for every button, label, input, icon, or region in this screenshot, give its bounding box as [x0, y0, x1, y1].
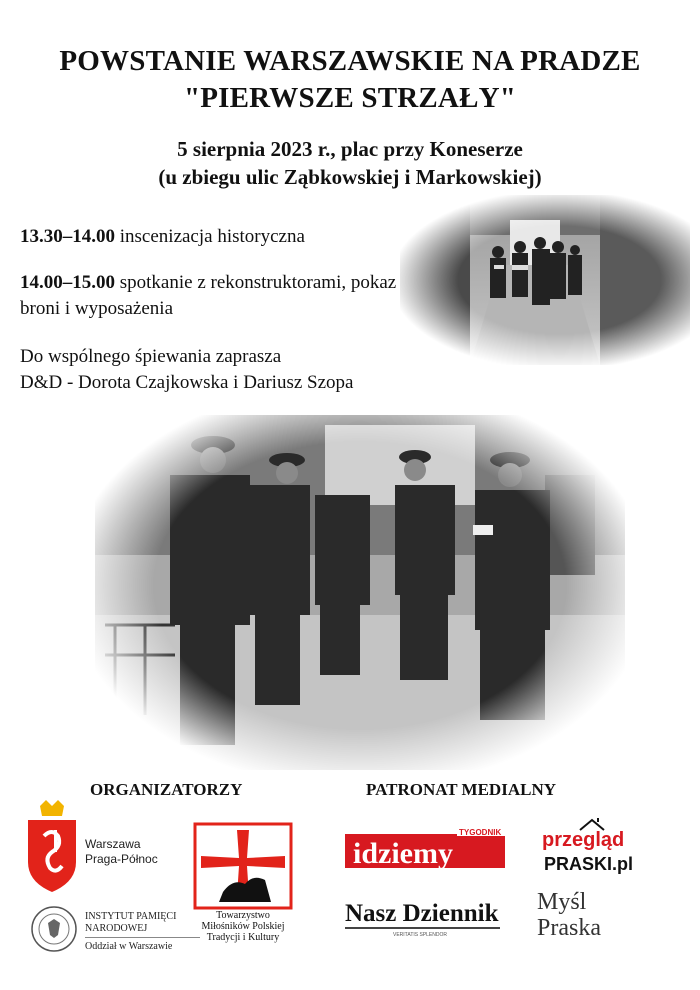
singing-line-1: Do wspólnego śpiewania zaprasza	[20, 346, 282, 367]
praska-wordmark: Praska	[537, 915, 601, 941]
praski-pl-wordmark: PRASKI.pl	[544, 854, 634, 874]
singing-line-2: D&D - Dorota Czajkowska i Dariusz Szopa	[20, 372, 354, 393]
ipn-name-line-2: NARODOWEJ	[85, 923, 148, 934]
warsaw-coat-of-arms-icon	[22, 800, 82, 895]
nasz-dziennik-wordmark: Nasz Dziennik	[345, 900, 499, 927]
idziemy-wordmark: idziemy	[353, 837, 453, 870]
mysl-praska-logo	[535, 885, 645, 945]
program-time-2: 14.00–15.00	[20, 272, 115, 293]
organizers-heading: ORGANIZATORZY	[90, 780, 243, 799]
event-date-place: 5 sierpnia 2023 r., plac przy Koneserze	[177, 137, 523, 161]
singing-invitation	[20, 344, 420, 396]
program-item-1	[20, 224, 305, 250]
przeglad-praski-logo	[540, 818, 660, 878]
media-patronage-heading: PATRONAT MEDIALNY	[366, 780, 556, 799]
program-time-1: 13.30–14.00	[20, 226, 115, 247]
program-text-2: spotkanie z rekonstruktorami, pokaz broni i wyposażenia	[20, 272, 397, 319]
nasz-dziennik-logo	[345, 893, 505, 937]
warszawa-label: Warszawa	[85, 837, 141, 851]
idziemy-tygodnik-label: TYGODNIK	[459, 828, 502, 837]
ipn-seal-icon	[30, 905, 78, 953]
photo-reenactors-scene	[95, 415, 625, 770]
program-item-2	[20, 270, 420, 322]
praga-polnoc-label: Praga-Północ	[85, 852, 158, 866]
ipn-divider	[85, 937, 200, 938]
event-address: (u zbiegu ulic Ząbkowskiej i Markowskiej)	[158, 165, 542, 189]
templar-cross-icon	[193, 822, 293, 910]
ipn-logo	[30, 905, 210, 960]
warszawa-praga-polnoc-logo	[22, 800, 192, 895]
tmp-name-line-1: Towarzystwo	[216, 910, 270, 921]
page-title: POWSTANIE WARSZAWSKIE NA PRADZE	[59, 45, 641, 77]
tmp-name-line-3: Tradycji i Kultury	[206, 932, 280, 943]
tmptik-logo	[193, 822, 293, 952]
mysl-wordmark: Myśl	[537, 889, 587, 915]
ipn-branch: Oddział w Warszawie	[85, 941, 173, 952]
ipn-name-line-1: INSTYTUT PAMIĘCI	[85, 911, 177, 922]
nasz-dziennik-motto: VERITATIS SPLENDOR	[393, 932, 447, 937]
page-subtitle-quote: "PIERWSZE STRZAŁY"	[183, 82, 517, 114]
idziemy-logo	[345, 828, 505, 872]
tmp-name-line-2: Miłośników Polskiej	[201, 921, 285, 932]
photo-soldiers-corridor	[400, 195, 690, 365]
program-text-1: inscenizacja historyczna	[115, 226, 305, 247]
przeglad-wordmark: przegląd	[542, 829, 625, 851]
